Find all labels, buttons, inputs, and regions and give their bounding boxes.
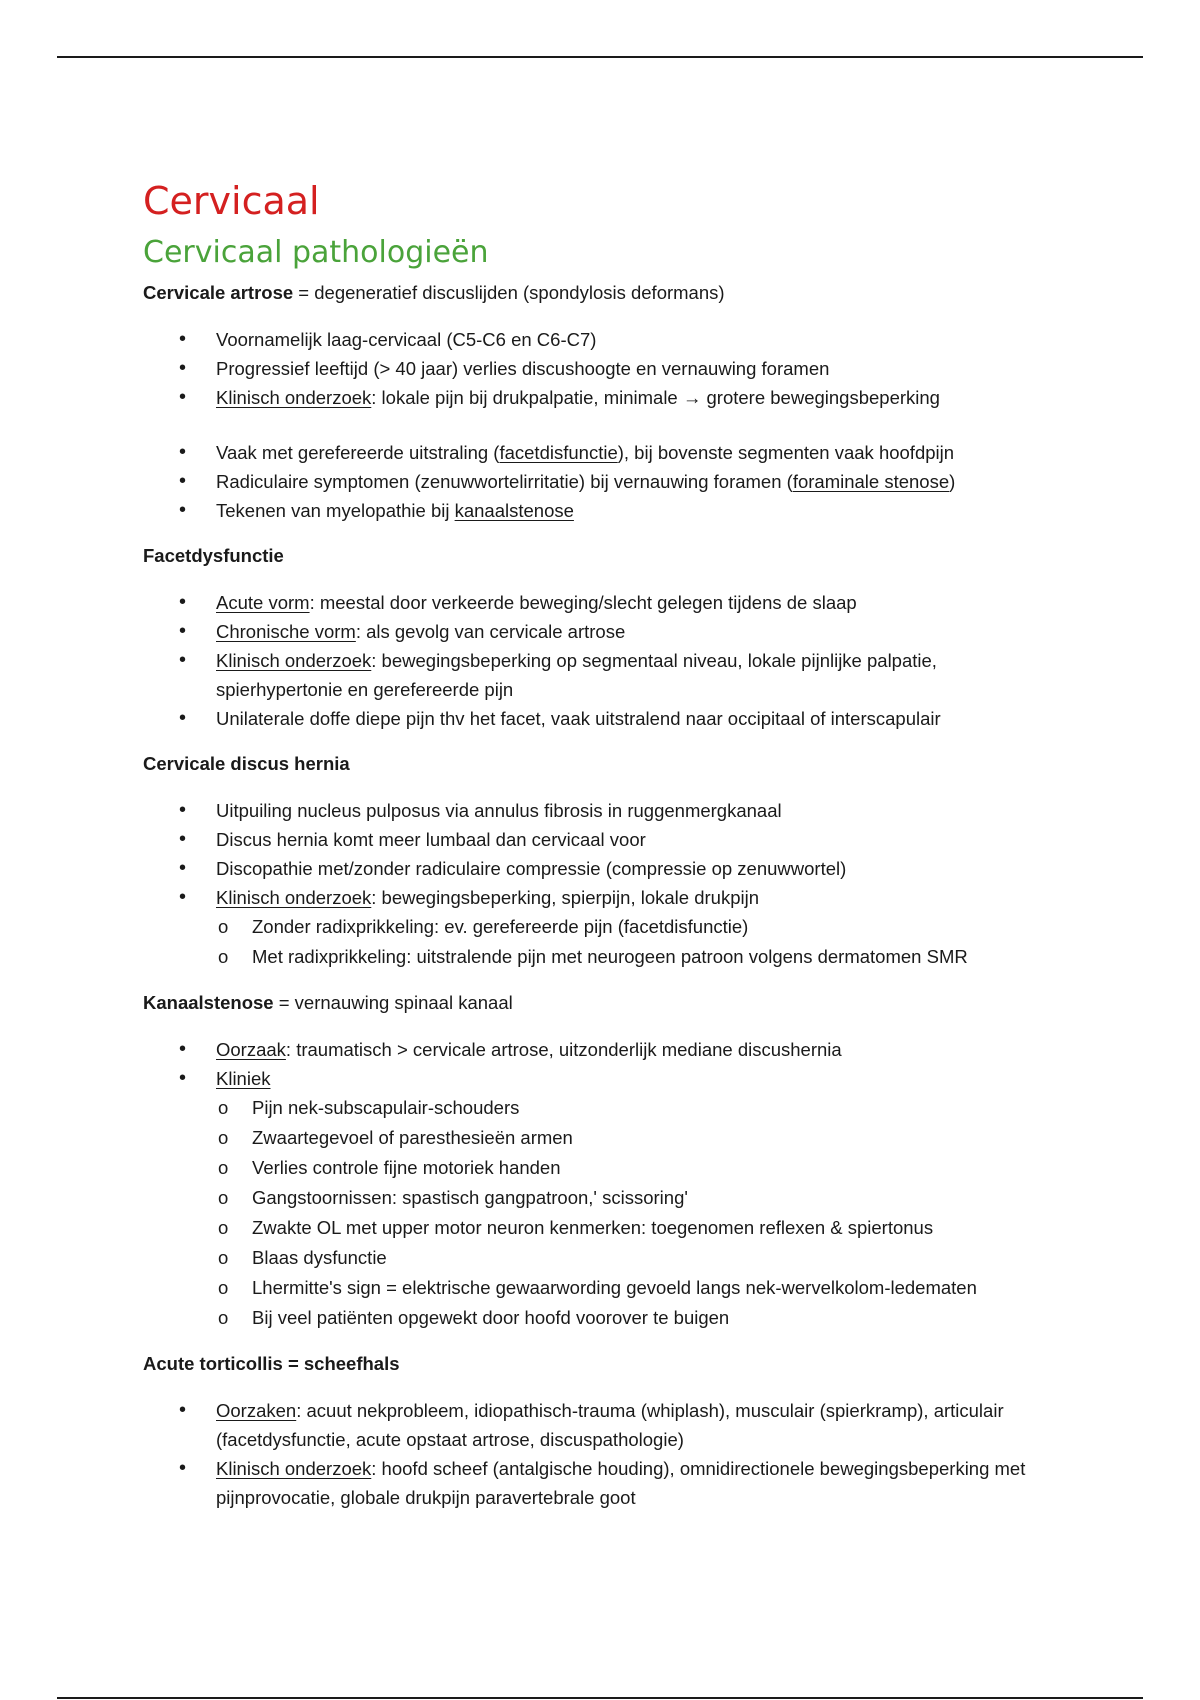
list-item: • Unilaterale doffe diepe pijn thv het facet, vaak uitstralend naar occipitaal of interscapulair (143, 704, 1063, 733)
list-item-text: : traumatisch > cervicale artrose, uitzonderlijk mediane discushernia (285, 1039, 842, 1060)
list-item (143, 467, 1063, 496)
underlined-term: facetdisfunctie (499, 442, 618, 463)
bullet-list (143, 796, 1063, 972)
list-item: • Voornamelijk laag-cervicaal (C5-C6 en C6-C7) (143, 325, 1063, 354)
header-rule (57, 56, 1143, 58)
section-definition: = degeneratief discuslijden (spondylosis deformans) (293, 282, 725, 303)
underlined-term: Klinisch onderzoek (216, 650, 372, 671)
section-heading: Cervicale discus hernia (143, 753, 350, 774)
list-item (143, 617, 1063, 646)
list-item (143, 383, 1063, 412)
section-kanaalstenose (143, 988, 1063, 1017)
list-item: • Discus hernia komt meer lumbaal dan cervicaal voor (143, 825, 1063, 854)
underlined-term: Klinisch onderzoek (216, 1458, 372, 1479)
bullet-list (143, 588, 1063, 733)
bullet-list (143, 438, 1063, 525)
footer-rule (57, 1697, 1143, 1699)
sub-list-item: o Pijn nek-subscapulair-schouders (216, 1093, 1063, 1123)
section-facetdysfunctie (143, 541, 1063, 570)
list-item: • Uitpuiling nucleus pulposus via annulus fibrosis in ruggenmergkanaal (143, 796, 1063, 825)
list-item-text: : bewegingsbeperking op segmentaal niveau, lokale pijnlijke palpatie, spierhypertonie en gerefereerde pijn (216, 650, 937, 700)
sub-list-item: o Zonder radixprikkeling: ev. gerefereerde pijn (facetdisfunctie) (216, 912, 1063, 942)
list-item (143, 1396, 1063, 1454)
section-heading: Facetdysfunctie (143, 545, 284, 566)
list-item-text: : meestal door verkeerde beweging/slecht gelegen tijdens de slaap (309, 592, 857, 613)
section-cervicale-artrose (143, 278, 1063, 307)
list-item-text: ) (949, 471, 956, 492)
list-item (143, 883, 1063, 972)
sub-list-item: o Lhermitte's sign = elektrische gewaarwording gevoeld langs nek-wervelkolom-ledematen (216, 1273, 1063, 1303)
sub-list-item: o Blaas dysfunctie (216, 1243, 1063, 1273)
section-heading: Kanaalstenose (143, 992, 274, 1013)
sub-list-item: o Zwakte OL met upper motor neuron kenmerken: toegenomen reflexen & spiertonus (216, 1213, 1063, 1243)
bullet-list (143, 1035, 1063, 1333)
bullet-list (143, 1396, 1063, 1512)
list-item-text: : als gevolg van cervicale artrose (355, 621, 626, 642)
list-item (143, 1064, 1063, 1333)
bullet-list (143, 325, 1063, 412)
section-definition: = vernauwing spinaal kanaal (273, 992, 513, 1013)
underlined-term: kanaalstenose (454, 500, 574, 521)
sub-list-item: o Zwaartegevoel of paresthesieën armen (216, 1123, 1063, 1153)
list-item-text: Radiculaire symptomen (zenuwwortelirritatie) bij vernauwing foramen ( (216, 471, 793, 492)
section-heading: Acute torticollis = scheefhals (143, 1353, 400, 1374)
list-item: • Discopathie met/zonder radiculaire compressie (compressie op zenuwwortel) (143, 854, 1063, 883)
list-item (143, 588, 1063, 617)
sub-list-item: o Bij veel patiënten opgewekt door hoofd voorover te buigen (216, 1303, 1063, 1333)
sub-list (216, 912, 1063, 972)
sub-list-item: o Gangstoornissen: spastisch gangpatroon,' scissoring' (216, 1183, 1063, 1213)
sub-list (216, 1093, 1063, 1333)
list-item-text: : bewegingsbeperking, spierpijn, lokale drukpijn (371, 887, 759, 908)
section-cervicale-discus-hernia (143, 749, 1063, 778)
underlined-term: Acute vorm (216, 592, 310, 613)
underlined-term: Oorzaken (216, 1400, 297, 1421)
list-item-text: ), bij bovenste segmenten vaak hoofdpijn (617, 442, 955, 463)
sub-list-item: o Verlies controle fijne motoriek handen (216, 1153, 1063, 1183)
section-heading: Cervicale artrose (143, 282, 294, 303)
underlined-term: Kliniek (216, 1068, 271, 1089)
sub-list-item: o Met radixprikkeling: uitstralende pijn met neurogeen patroon volgens dermatomen SMR (216, 942, 1063, 972)
list-item (143, 438, 1063, 467)
page-subtitle: Cervicaal pathologieën (143, 235, 489, 270)
underlined-term: foraminale stenose (792, 471, 950, 492)
underlined-term: Chronische vorm (216, 621, 356, 642)
underlined-term: Oorzaak (216, 1039, 286, 1060)
list-item-text: Tekenen van myelopathie bij (216, 500, 455, 521)
underlined-term: Klinisch onderzoek (216, 887, 372, 908)
list-item (143, 1454, 1063, 1512)
list-item-text: : lokale pijn bij drukpalpatie, minimale → grotere bewegingsbeperking (371, 387, 940, 408)
section-acute-torticollis (143, 1349, 1063, 1378)
list-item (143, 1035, 1063, 1064)
document-body (143, 176, 1063, 1528)
underlined-term: Klinisch onderzoek (216, 387, 372, 408)
list-item: • Progressief leeftijd (> 40 jaar) verlies discushoogte en vernauwing foramen (143, 354, 1063, 383)
list-item (143, 496, 1063, 525)
list-item (143, 646, 1063, 704)
list-item-text: : acuut nekprobleem, idiopathisch-trauma (whiplash), musculair (spierkramp), articulair (facetdysfunctie, acute opstaat artrose, discuspathologie) (216, 1400, 1004, 1450)
list-item-text: : hoofd scheef (antalgische houding), omnidirectionele bewegingsbeperking met pijnprovocatie, globale drukpijn paravertebrale goot (216, 1458, 1026, 1508)
list-item-text: Vaak met gerefereerde uitstraling ( (216, 442, 500, 463)
page-title: Cervicaal (143, 179, 320, 223)
